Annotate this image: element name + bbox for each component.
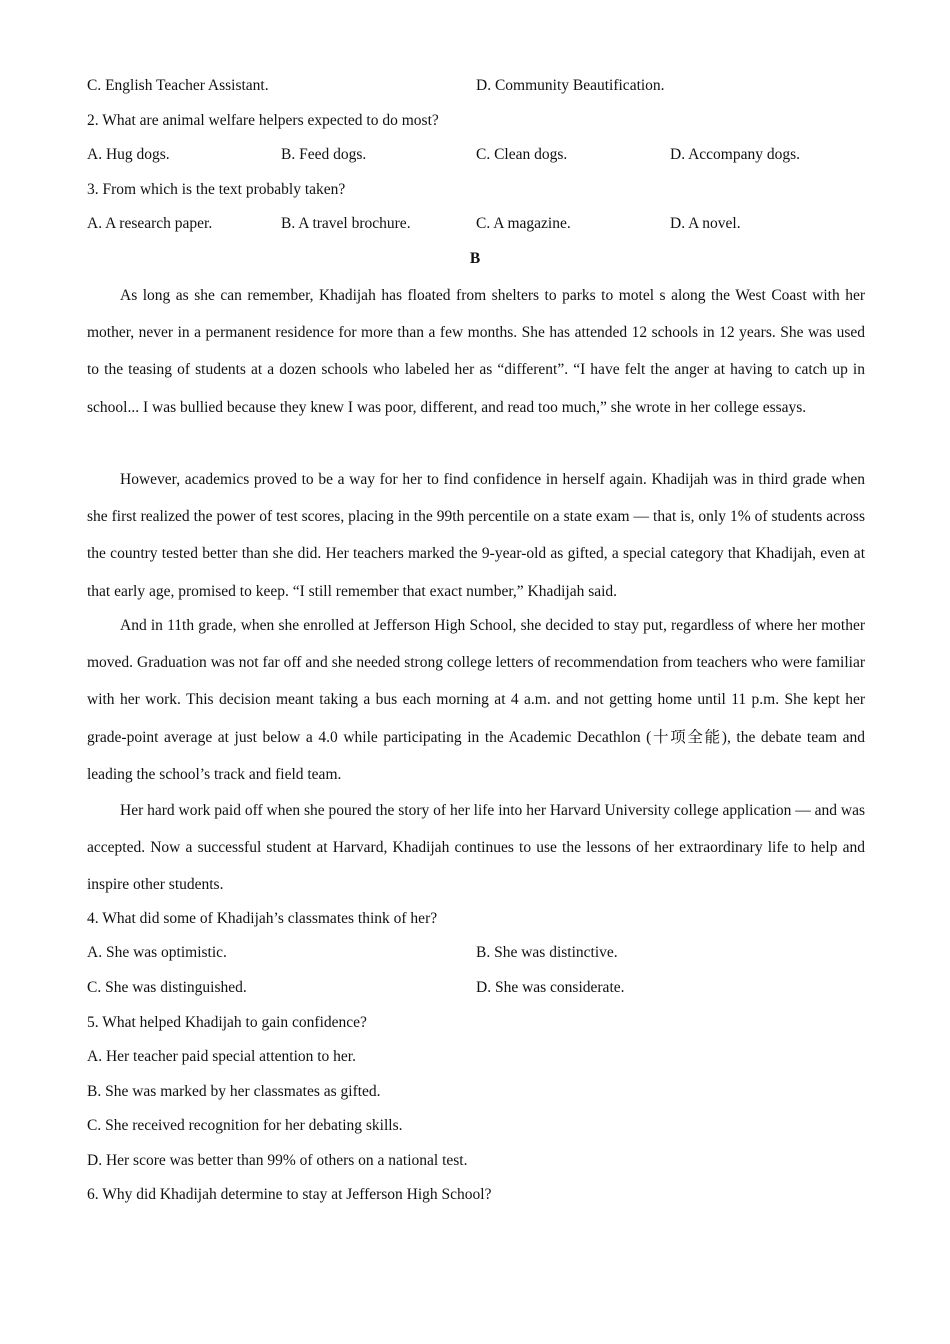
q4-option-a: A. She was optimistic. [87, 944, 227, 961]
q4-option-b: B. She was distinctive. [476, 944, 618, 961]
q2-option-d: D. Accompany dogs. [670, 146, 801, 163]
q4-option-c: C. She was distinguished. [87, 979, 247, 996]
q2-option-a: A. Hug dogs. [87, 146, 170, 163]
q5-option-d: D. Her score was better than 99% of others on a national test. [87, 1152, 468, 1169]
q5-question: 5. What helped Khadijah to gain confidence? [87, 1014, 367, 1031]
passage-paragraph-2: However, academics proved to be a way for her to find confidence in herself again. Khadijah was in third grade when she first realized the power of test scores, placing in the 99th percentile on a state exam — that is, only 1% of students across the country tested better than she did. Her teachers marked the 9-year-old as gifted, a special category that Khadijah, even at that early age, promised to keep. “I still remember that exact number,” Khadijah said. [87, 471, 865, 600]
q3-option-a: A. A research paper. [87, 215, 213, 232]
q3-option-c: C. A magazine. [476, 215, 571, 232]
passage-paragraph-1: As long as she can remember, Khadijah has floated from shelters to parks to motel s along the West Coast with her mother, never in a permanent residence for more than a few months. She has attended 12 schools in 12 years. She was used to the teasing of students at a dozen schools who labeled her as “different”. “I have felt the anger at having to catch up in school... I was bullied because they knew I was poor, different, and read too much,” she wrote in her college essays. [87, 287, 865, 416]
q3-option-d: D. A novel. [670, 215, 741, 232]
q5-option-a: A. Her teacher paid special attention to her. [87, 1048, 356, 1065]
q2-option-c: C. Clean dogs. [476, 146, 568, 163]
q5-option-c: C. She received recognition for her debating skills. [87, 1117, 403, 1134]
q1-option-d: D. Community Beautification. [476, 77, 665, 94]
q5-option-b: B. She was marked by her classmates as gifted. [87, 1083, 381, 1100]
q4-option-d: D. She was considerate. [476, 979, 625, 996]
section-b-title: B [469, 250, 481, 267]
q2-question: 2. What are animal welfare helpers expected to do most? [87, 112, 439, 129]
q3-question: 3. From which is the text probably taken? [87, 181, 346, 198]
q4-question: 4. What did some of Khadijah’s classmates think of her? [87, 910, 438, 927]
passage-paragraph-4: Her hard work paid off when she poured the story of her life into her Harvard University college application — and was accepted. Now a successful student at Harvard, Khadijah continues to use the lessons of her extraordinary life to help and inspire other students. [87, 802, 865, 894]
passage-paragraph-3: And in 11th grade, when she enrolled at Jefferson High School, she decided to stay put, regardless of where her mother moved. Graduation was not far off and she needed strong college letters of recommendation from teachers who were familiar with her work. This decision meant taking a bus each morning at 4 a.m. and not getting home until 11 p.m. She kept her grade-point average at just below a 4.0 while participating in the Academic Decathlon (十项全能), the debate team and leading the school’s track and field team. [87, 617, 865, 783]
q3-option-b: B. A travel brochure. [281, 215, 411, 232]
q1-option-c: C. English Teacher Assistant. [87, 77, 269, 94]
q6-question: 6. Why did Khadijah determine to stay at Jefferson High School? [87, 1186, 492, 1203]
q2-option-b: B. Feed dogs. [281, 146, 367, 163]
